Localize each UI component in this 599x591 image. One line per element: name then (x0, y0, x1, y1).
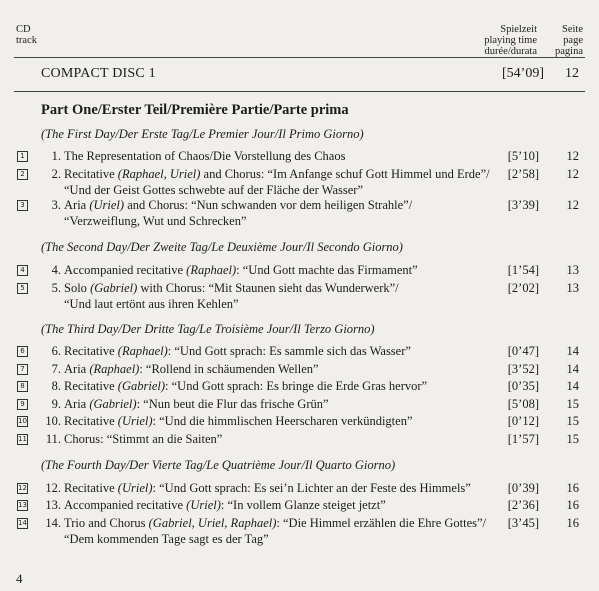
track-singers: (Raphael) (117, 344, 168, 358)
track-page: 12 (566, 167, 579, 181)
track-box-icon: 5 (17, 283, 28, 294)
track-box-icon: 4 (17, 265, 28, 276)
track-duration: [1’54] (507, 263, 539, 277)
track-title (64, 414, 484, 430)
track-title-line (64, 167, 490, 183)
track-title-text: Recitative (64, 379, 118, 393)
track-title-text: Recitative (64, 481, 118, 495)
track-title-text-cont: and Chorus: “Nun schwanden vor dem heiligen Strahle”/ (124, 198, 413, 212)
track-number: 1. (51, 149, 61, 163)
track-title (64, 362, 484, 378)
track-title-text-cont: and Chorus: “Im Anfange schuf Gott Himmel und Erde”/ (200, 167, 490, 181)
track-page: 12 (566, 149, 579, 163)
track-duration: [3’45] (507, 516, 539, 530)
track-title-text: Trio and Chorus (64, 516, 149, 530)
track-box-icon: 13 (18, 501, 27, 509)
track-title-text: Accompanied recitative (64, 498, 187, 512)
track-singers: (Gabriel) (90, 281, 138, 295)
track-title-line (64, 498, 484, 514)
track-title-line (64, 149, 484, 165)
track-box-icon: 6 (17, 346, 28, 357)
track-title-line (64, 263, 484, 279)
disc-title: COMPACT DISC 1 (41, 66, 156, 81)
track-singers: (Raphael, Uriel) (117, 167, 201, 181)
disc-total-time: [54’09] (502, 66, 544, 81)
track-title-text-cont: : “Und Gott sprach: Es sammle sich das Wasser” (167, 344, 411, 358)
track-title-text-cont: : “Rollend in schäumenden Wellen” (139, 362, 319, 376)
track-title-text: Accompanied recitative (64, 263, 187, 277)
track-number: 5. (51, 281, 61, 295)
day-heading-1: (The First Day/Der Erste Tag/Le Premier Jour/Il Primo Giorno) (41, 127, 364, 141)
track-title-line (64, 198, 484, 214)
track-title-text: Aria (64, 198, 90, 212)
track-title-line (64, 379, 484, 395)
track-box-icon: 3 (17, 200, 28, 211)
track-duration: [3’39] (507, 198, 539, 212)
track-number: 8. (51, 379, 61, 393)
track-singers: (Uriel) (186, 498, 221, 512)
track-number: 6. (51, 344, 61, 358)
track-duration: [1’57] (507, 432, 539, 446)
track-title-text-cont: with Chorus: “Mit Staunen sieht das Wunderwerk”/ (137, 281, 399, 295)
track-title-text: Recitative (64, 414, 118, 428)
track-duration: [0’47] (507, 344, 539, 358)
track-title-text: The Representation of Chaos/Die Vorstellung des Chaos (64, 149, 346, 163)
track-box-icon: 11 (18, 435, 27, 443)
track-box-icon: 2 (17, 169, 28, 180)
track-title-line (64, 414, 484, 430)
track-title-text-cont: : “Die Himmel erzählen die Ehre Gottes”/ (276, 516, 487, 530)
track-page: 14 (566, 344, 579, 358)
track-title (64, 516, 487, 547)
track-title-text: Chorus: “Stimmt an die Saiten” (64, 432, 223, 446)
track-page: 16 (566, 498, 579, 512)
track-title-text-cont: : “In vollem Glanze steiget jetzt” (220, 498, 386, 512)
track-page: 15 (566, 414, 579, 428)
track-singers: (Raphael) (89, 362, 140, 376)
track-title (64, 198, 484, 229)
track-number: 3. (51, 198, 61, 212)
track-page: 13 (566, 281, 579, 295)
track-title-line (64, 516, 487, 532)
track-title-text-cont: : “Und Gott sprach: Es sei’n Lichter an der Feste des Himmels” (152, 481, 471, 495)
track-title-line-2: “Und der Geist Gottes schwebte auf der Fläche der Wasser” (64, 182, 363, 197)
track-title (64, 344, 484, 360)
track-title-text: Aria (64, 362, 90, 376)
track-title-text: Recitative (64, 344, 118, 358)
track-singers: (Uriel) (117, 414, 153, 428)
track-box-icon: 1 (17, 151, 28, 162)
track-number: 10. (45, 414, 61, 428)
track-duration: [2’58] (507, 167, 539, 181)
track-title-line (64, 481, 484, 497)
track-title-text: Solo (64, 281, 91, 295)
track-title-text: Aria (64, 397, 90, 411)
track-title-text: Recitative (64, 167, 118, 181)
disc-page: 12 (565, 66, 579, 81)
track-duration: [5’08] (507, 397, 539, 411)
header-cd-track (16, 24, 37, 46)
track-number: 12. (45, 481, 61, 495)
header-page-en: page (563, 35, 583, 46)
track-number: 2. (51, 167, 61, 181)
track-box-icon: 9 (17, 399, 28, 410)
track-page: 14 (566, 379, 579, 393)
track-page: 16 (566, 516, 579, 530)
day-heading-3: (The Third Day/Der Dritte Tag/Le Troisième Jour/Il Terzo Giorno) (41, 322, 375, 336)
track-title (64, 432, 484, 448)
track-page: 12 (566, 198, 579, 212)
track-title-line (64, 281, 484, 297)
track-singers: (Uriel) (117, 481, 153, 495)
track-page: 15 (566, 432, 579, 446)
track-page: 14 (566, 362, 579, 376)
track-singers: (Gabriel) (89, 397, 137, 411)
track-singers: (Raphael) (186, 263, 237, 277)
track-box-icon: 8 (17, 381, 28, 392)
track-title (64, 498, 484, 514)
track-duration: [0’39] (507, 481, 539, 495)
track-title (64, 167, 490, 198)
part-title: Part One/Erster Teil/Première Partie/Parte prima (41, 102, 349, 118)
track-page: 16 (566, 481, 579, 495)
track-title-line (64, 344, 484, 360)
track-title (64, 481, 484, 497)
track-title-line-2: “Verzweiflung, Wut und Schrecken” (64, 213, 247, 228)
track-title-line (64, 362, 484, 378)
track-number: 14. (45, 516, 61, 530)
track-duration: [0’12] (507, 414, 539, 428)
track-title (64, 397, 484, 413)
day-heading-2: (The Second Day/Der Zweite Tag/Le Deuxième Jour/Il Secondo Giorno) (41, 240, 403, 254)
track-title-line (64, 397, 484, 413)
track-title (64, 149, 484, 165)
track-title-line-2: “Dem kommenden Tage sagt es der Tag” (64, 531, 269, 546)
header-pagina: pagina (555, 46, 583, 57)
header-page (555, 24, 583, 57)
page-number: 4 (16, 571, 23, 586)
track-duration: [3’52] (507, 362, 539, 376)
track-title-line-2: “Und laut ertönt aus ihren Kehlen” (64, 296, 239, 311)
header-track-label: track (16, 35, 37, 46)
track-title-text-cont: : “Nun beut die Flur das frische Grün” (136, 397, 329, 411)
header-cd-label: CD (16, 24, 31, 35)
track-duration: [2’02] (507, 281, 539, 295)
track-title-text-cont: : “Und die himmlischen Heerscharen verkündigten” (152, 414, 413, 428)
header-playing-time-en: playing time (484, 35, 537, 46)
track-number: 9. (51, 397, 61, 411)
track-number: 4. (51, 263, 61, 277)
track-singers: (Gabriel, Uriel, Raphael) (148, 516, 277, 530)
track-duration: [5’10] (507, 149, 539, 163)
track-duration: [0’35] (507, 379, 539, 393)
track-number: 13. (45, 498, 61, 512)
header-spielzeit: Spielzeit (500, 24, 537, 35)
header-duree-durata: durée/durata (484, 46, 537, 57)
track-title-line (64, 432, 484, 448)
track-title (64, 263, 484, 279)
track-singers: (Uriel) (89, 198, 125, 212)
track-number: 11. (45, 432, 61, 446)
track-box-icon: 7 (17, 364, 28, 375)
track-title (64, 281, 484, 312)
track-duration: [2’36] (507, 498, 539, 512)
track-number: 7. (51, 362, 61, 376)
track-box-icon: 10 (18, 417, 27, 425)
track-title-text-cont: : “Und Gott sprach: Es bringe die Erde Gras hervor” (165, 379, 428, 393)
track-page: 15 (566, 397, 579, 411)
track-singers: (Gabriel) (117, 379, 166, 393)
track-title-text-cont: : “Und Gott machte das Firmament” (236, 263, 418, 277)
track-title (64, 379, 484, 395)
track-page: 13 (566, 263, 579, 277)
header-playing-time (484, 24, 537, 57)
track-box-icon: 14 (18, 519, 27, 527)
bottom-divider (14, 91, 585, 92)
header-seite: Seite (562, 24, 583, 35)
track-box-icon: 12 (18, 484, 27, 492)
day-heading-4: (The Fourth Day/Der Vierte Tag/Le Quatrième Jour/Il Quarto Giorno) (41, 458, 396, 472)
top-divider (14, 57, 585, 58)
